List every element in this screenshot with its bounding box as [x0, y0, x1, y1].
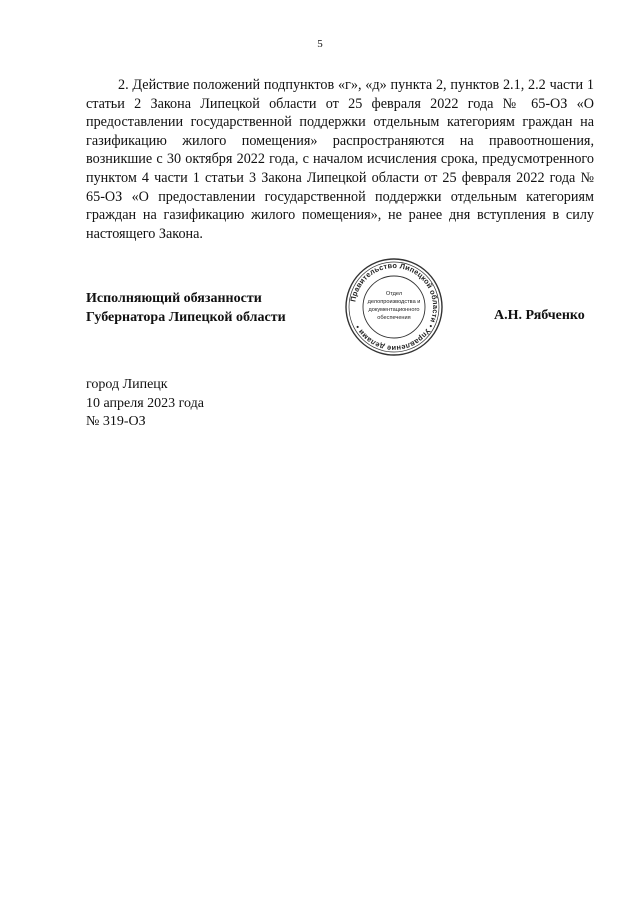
place-and-date: [86, 376, 204, 432]
signer-title-line-1: Исполняющий обязанности: [86, 291, 262, 306]
signer-name: А.Н. Рябченко: [494, 308, 585, 323]
seal-inner-line-2: делопроизводства и: [367, 299, 421, 305]
signer-title: [86, 290, 286, 327]
seal-inner-line-4: обеспечения: [377, 315, 411, 321]
page-number: 5: [317, 38, 323, 50]
law-number: № 319-ОЗ: [86, 414, 146, 429]
date: 10 апреля 2023 года: [86, 395, 204, 411]
seal-inner-line-3: документационного: [368, 307, 420, 313]
law-paragraph: 2. Действие положений подпунктов «г», «д» пункта 2, пунктов 2.1, 2.2 части 1 статьи 2 Закона Липецкой области от 25 февраля 2022 года № 65-ОЗ «О предоставлении государственной поддержки отдельным категориям граждан на газификацию жилого помещения» распространяются на правоотношения, возникшие с 30 октября 2022 года, с началом исчисления срока, предусмотренного пунктом 4 части 1 статьи 3 Закона Липецкой области от 25 февраля 2022 года № 65-ОЗ «О предоставлении государственной поддержки отдельным категориям граждан на газификацию жилого помещения», не ранее дня вступления в силу настоящего Закона.: [86, 77, 594, 242]
city: город Липецк: [86, 377, 168, 392]
official-seal: [344, 257, 444, 357]
signer-title-line-2: Губернатора Липецкой области: [86, 309, 286, 325]
seal-outer-text: Правительство Липецкой области • Управление делами •: [348, 260, 441, 354]
seal-inner-line-1: Отдел: [385, 291, 403, 297]
